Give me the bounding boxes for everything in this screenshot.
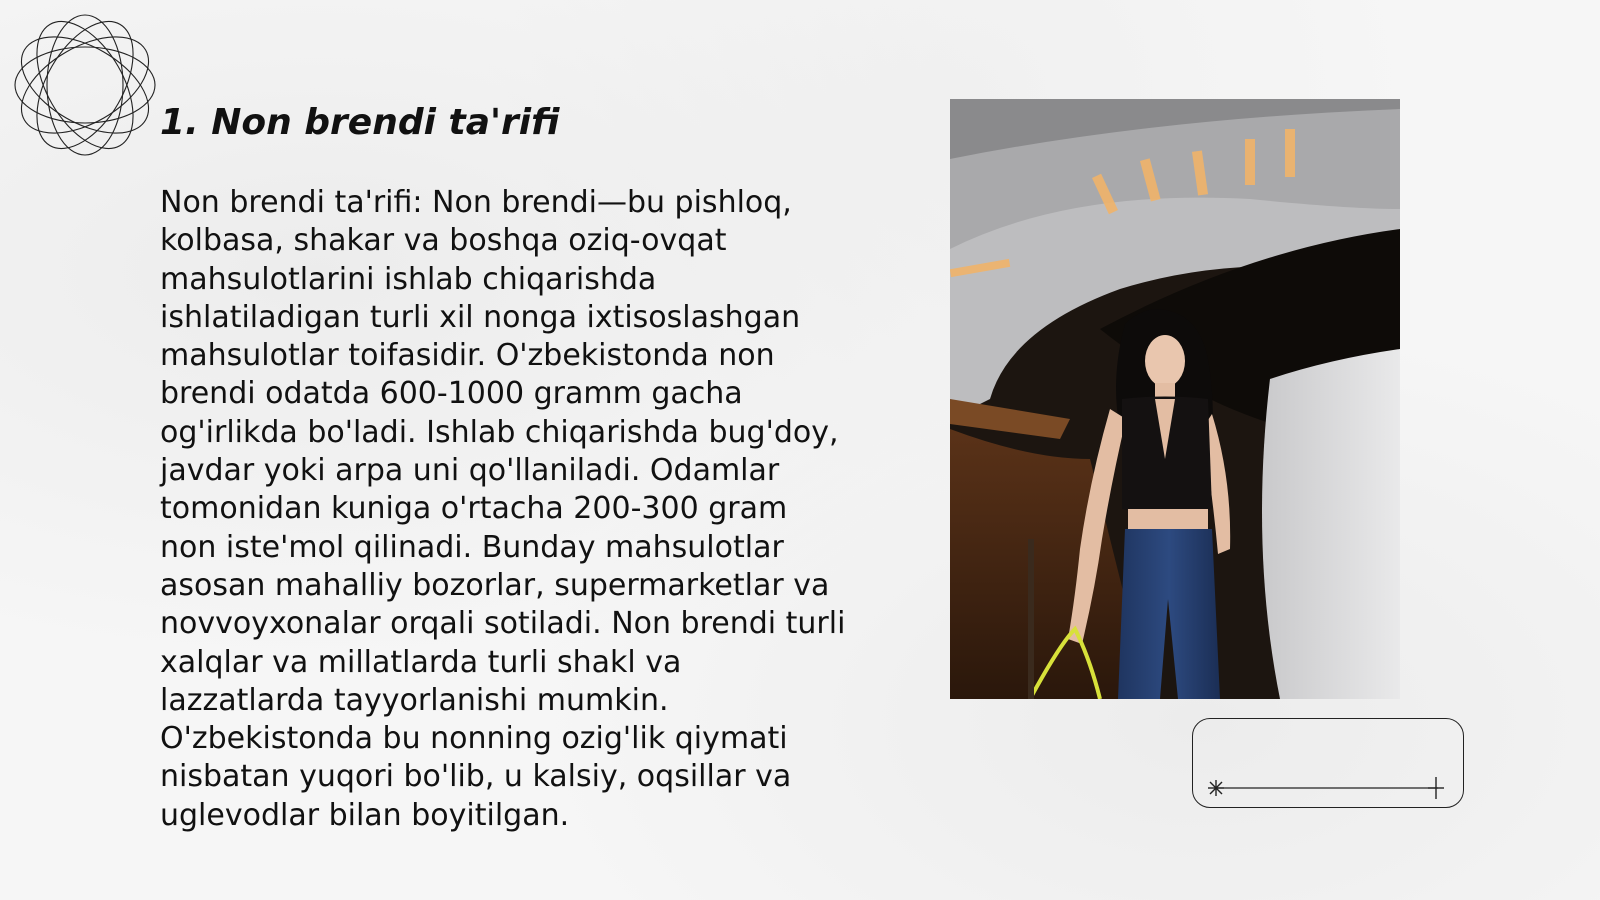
orbital-circles-icon [10,10,160,160]
starburst-icon [1208,780,1224,796]
sparkle-icon [1428,777,1444,799]
photo-woman-staircase [950,99,1400,699]
slide-title: 1. Non brendi ta'rifi [160,102,560,143]
decorative-line-box [1192,718,1464,808]
slide-body-text: Non brendi ta'rifi: Non brendi—bu pishloq, kolbasa, shakar va boshqa oziq-ovqat mahsulotlarini ishlab chiqarishda ishlatiladigan turli xil nonga ixtisoslashgan mahsulotlar toifasidir. O'zbekistonda non brendi odatda 600-1000 gramm gacha og'irlikda bo'ladi. Ishlab chiqarishda bug'doy, javdar yoki arpa uni qo'llaniladi. Odamlar tomonidan kuniga o'rtacha 200-300 gram non iste'mol qilinadi. Bunday mahsulotlar asosan mahalliy bozorlar, supermarketlar va novvoyxonalar orqali sotiladi. Non brendi turli xalqlar va millatlarda turli shakl va lazzatlarda tayyorlanishi mumkin. O'zbekistonda bu nonning ozig'lik qiymati nisbatan yuqori bo'lib, u kalsiy, oqsillar va uglevodlar bilan boyitilgan. [160,185,846,833]
